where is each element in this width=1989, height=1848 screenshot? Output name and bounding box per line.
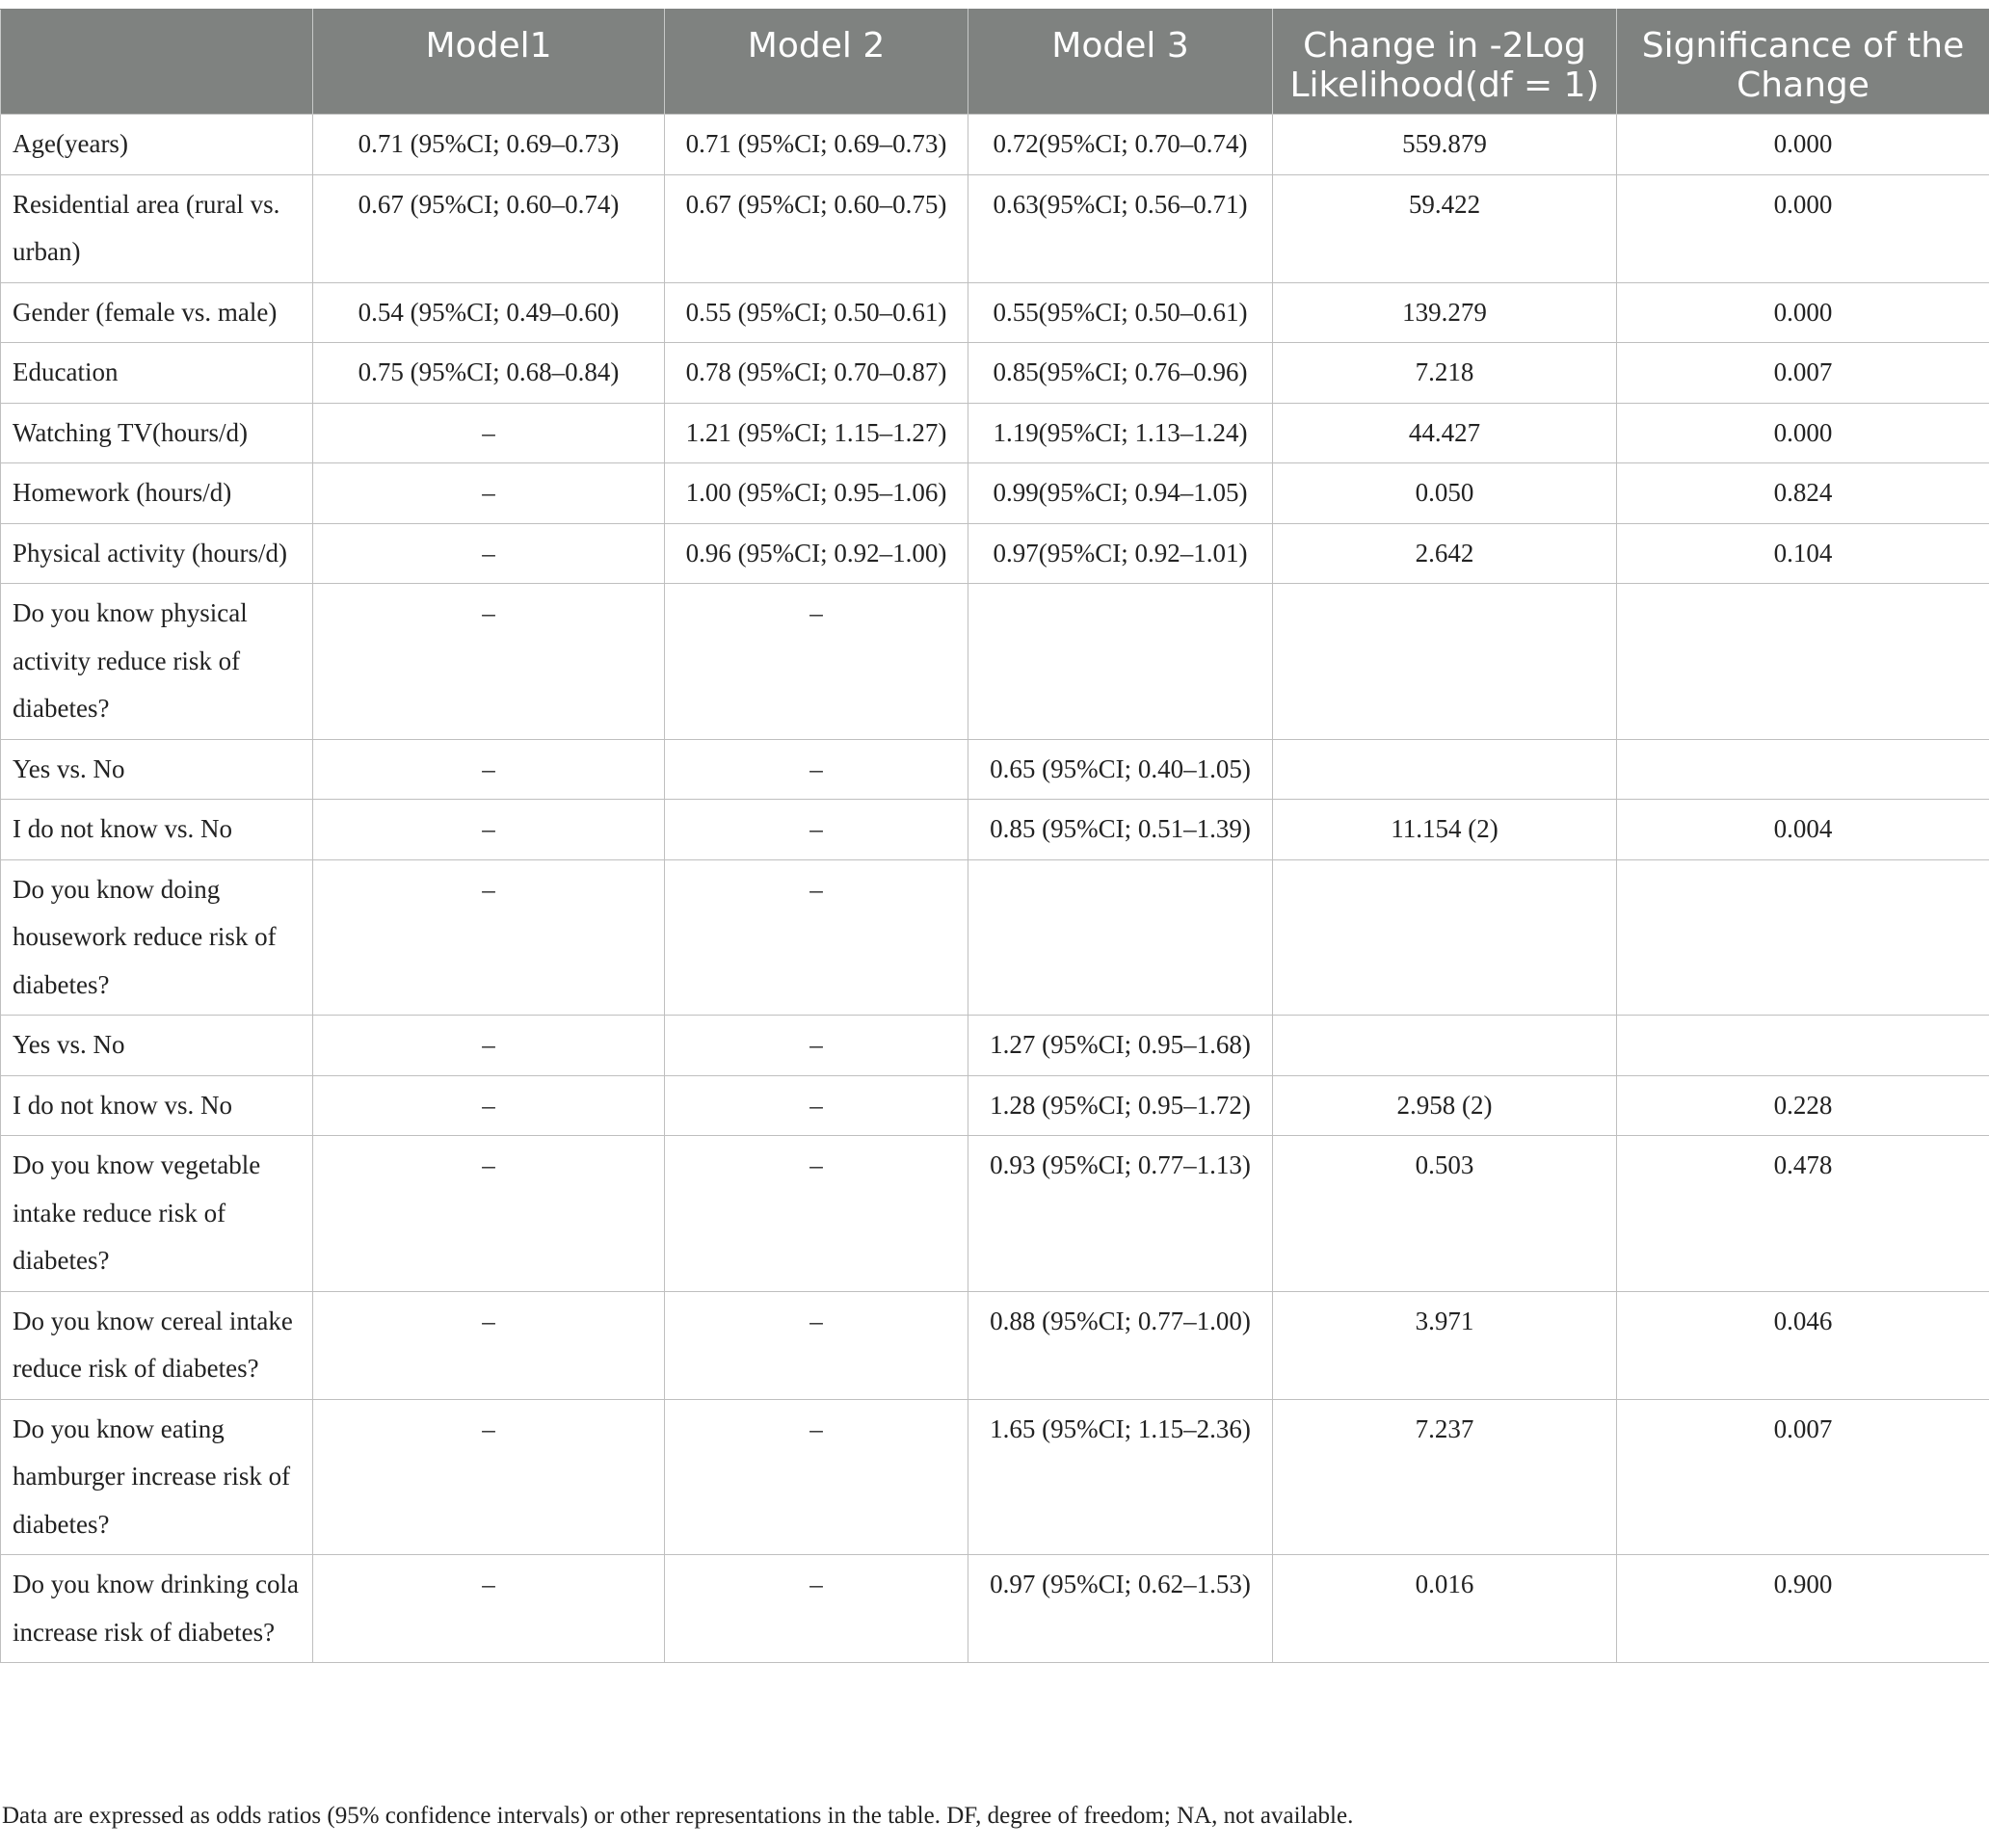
value-cell: 0.004 <box>1617 800 1989 860</box>
value-cell: – <box>313 1399 665 1555</box>
value-cell: 1.19(95%CI; 1.13–1.24) <box>968 403 1273 463</box>
value-cell: 1.21 (95%CI; 1.15–1.27) <box>665 403 968 463</box>
value-cell: 0.000 <box>1617 282 1989 343</box>
value-cell: 0.503 <box>1273 1136 1617 1292</box>
column-header-label: Model 2 <box>747 26 886 66</box>
value-cell: – <box>313 584 665 740</box>
value-cell: 0.75 (95%CI; 0.68–0.84) <box>313 343 665 404</box>
table-footnote: Data are expressed as odds ratios (95% confidence intervals) or other representations in the table. DF, degree of freedom; NA, not available. <box>2 1803 1354 1829</box>
value-cell: – <box>665 1291 968 1399</box>
row-label-cell: Do you know doing housework reduce risk of diabetes? <box>1 859 313 1016</box>
column-header <box>1273 10 1617 115</box>
value-cell: – <box>313 1136 665 1292</box>
column-header-label: Model 3 <box>1051 26 1189 66</box>
column-header <box>665 10 968 115</box>
row-label-cell: Do you know eating hamburger increase risk of diabetes? <box>1 1399 313 1555</box>
table-row <box>1 523 1989 584</box>
value-cell: 0.71 (95%CI; 0.69–0.73) <box>313 115 665 175</box>
table-row <box>1 115 1989 175</box>
value-cell: – <box>313 1291 665 1399</box>
value-cell: 0.65 (95%CI; 0.40–1.05) <box>968 739 1273 800</box>
value-cell: 0.007 <box>1617 343 1989 404</box>
row-label-cell: Do you know cereal intake reduce risk of diabetes? <box>1 1291 313 1399</box>
value-cell: – <box>665 800 968 860</box>
column-header <box>968 10 1273 115</box>
value-cell: – <box>665 584 968 740</box>
value-cell: 0.478 <box>1617 1136 1989 1292</box>
header-row <box>1 10 1989 115</box>
row-label-cell: Do you know physical activity reduce risk of diabetes? <box>1 584 313 740</box>
table-row <box>1 1016 1989 1076</box>
column-header-label: Change in -2Log Likelihood(df = 1) <box>1289 26 1600 105</box>
value-cell: – <box>665 1399 968 1555</box>
value-cell: 0.97(95%CI; 0.92–1.01) <box>968 523 1273 584</box>
row-label-cell: Yes vs. No <box>1 1016 313 1076</box>
row-label-cell: Do you know drinking cola increase risk of diabetes? <box>1 1555 313 1663</box>
value-cell: 0.97 (95%CI; 0.62–1.53) <box>968 1555 1273 1663</box>
value-cell <box>1617 1016 1989 1076</box>
table-row <box>1 859 1989 1016</box>
value-cell: – <box>665 1016 968 1076</box>
value-cell: – <box>313 1075 665 1136</box>
value-cell: 0.050 <box>1273 463 1617 524</box>
value-cell: – <box>313 859 665 1016</box>
value-cell: 3.971 <box>1273 1291 1617 1399</box>
value-cell: 2.642 <box>1273 523 1617 584</box>
value-cell: 0.000 <box>1617 403 1989 463</box>
regression-table-container <box>0 9 1989 1663</box>
table-row <box>1 463 1989 524</box>
value-cell <box>1273 739 1617 800</box>
value-cell <box>1273 859 1617 1016</box>
value-cell: 0.85 (95%CI; 0.51–1.39) <box>968 800 1273 860</box>
value-cell: 2.958 (2) <box>1273 1075 1617 1136</box>
table-row <box>1 282 1989 343</box>
value-cell: 0.72(95%CI; 0.70–0.74) <box>968 115 1273 175</box>
row-label-cell: I do not know vs. No <box>1 800 313 860</box>
row-label-cell: Physical activity (hours/d) <box>1 523 313 584</box>
row-label-cell: Homework (hours/d) <box>1 463 313 524</box>
value-cell <box>1617 859 1989 1016</box>
value-cell: 59.422 <box>1273 174 1617 282</box>
value-cell <box>1273 584 1617 740</box>
value-cell <box>1617 739 1989 800</box>
column-header <box>313 10 665 115</box>
table-row <box>1 403 1989 463</box>
table-row <box>1 739 1989 800</box>
row-label-cell: I do not know vs. No <box>1 1075 313 1136</box>
table-row <box>1 174 1989 282</box>
regression-table <box>0 9 1989 1663</box>
value-cell: 0.104 <box>1617 523 1989 584</box>
value-cell: 1.00 (95%CI; 0.95–1.06) <box>665 463 968 524</box>
value-cell: 0.046 <box>1617 1291 1989 1399</box>
value-cell: 0.93 (95%CI; 0.77–1.13) <box>968 1136 1273 1292</box>
value-cell: 0.63(95%CI; 0.56–0.71) <box>968 174 1273 282</box>
row-label-cell: Gender (female vs. male) <box>1 282 313 343</box>
value-cell: 0.900 <box>1617 1555 1989 1663</box>
value-cell: – <box>313 1555 665 1663</box>
table-row <box>1 1075 1989 1136</box>
value-cell: – <box>665 1555 968 1663</box>
value-cell: 0.67 (95%CI; 0.60–0.75) <box>665 174 968 282</box>
value-cell: 0.228 <box>1617 1075 1989 1136</box>
table-row <box>1 1136 1989 1292</box>
value-cell: 0.78 (95%CI; 0.70–0.87) <box>665 343 968 404</box>
value-cell: 0.67 (95%CI; 0.60–0.74) <box>313 174 665 282</box>
value-cell <box>1273 1016 1617 1076</box>
value-cell: 0.000 <box>1617 115 1989 175</box>
value-cell: 0.007 <box>1617 1399 1989 1555</box>
column-header <box>1 10 313 115</box>
value-cell: – <box>313 463 665 524</box>
value-cell: 0.99(95%CI; 0.94–1.05) <box>968 463 1273 524</box>
value-cell: – <box>665 1136 968 1292</box>
value-cell: 7.237 <box>1273 1399 1617 1555</box>
value-cell: 1.27 (95%CI; 0.95–1.68) <box>968 1016 1273 1076</box>
value-cell: 7.218 <box>1273 343 1617 404</box>
value-cell: 1.65 (95%CI; 1.15–2.36) <box>968 1399 1273 1555</box>
value-cell: 1.28 (95%CI; 0.95–1.72) <box>968 1075 1273 1136</box>
value-cell: – <box>313 1016 665 1076</box>
value-cell: – <box>665 739 968 800</box>
value-cell: – <box>313 403 665 463</box>
column-header <box>1617 10 1989 115</box>
value-cell: 0.55 (95%CI; 0.50–0.61) <box>665 282 968 343</box>
value-cell: 0.54 (95%CI; 0.49–0.60) <box>313 282 665 343</box>
value-cell: 0.85(95%CI; 0.76–0.96) <box>968 343 1273 404</box>
value-cell: – <box>313 800 665 860</box>
column-header-label: Significance of the Change <box>1641 26 1965 105</box>
row-label-cell: Residential area (rural vs. urban) <box>1 174 313 282</box>
row-label-cell: Yes vs. No <box>1 739 313 800</box>
value-cell: – <box>313 523 665 584</box>
table-row <box>1 343 1989 404</box>
value-cell <box>1617 584 1989 740</box>
value-cell: – <box>313 739 665 800</box>
value-cell: – <box>665 859 968 1016</box>
value-cell: 0.88 (95%CI; 0.77–1.00) <box>968 1291 1273 1399</box>
table-row <box>1 1399 1989 1555</box>
value-cell: – <box>665 1075 968 1136</box>
row-label-cell: Do you know vegetable intake reduce risk of diabetes? <box>1 1136 313 1292</box>
value-cell: 0.96 (95%CI; 0.92–1.00) <box>665 523 968 584</box>
table-header <box>1 10 1989 115</box>
value-cell: 559.879 <box>1273 115 1617 175</box>
row-label-cell: Education <box>1 343 313 404</box>
column-header-label <box>9 10 305 26</box>
value-cell <box>968 859 1273 1016</box>
value-cell <box>968 584 1273 740</box>
value-cell: 139.279 <box>1273 282 1617 343</box>
value-cell: 0.000 <box>1617 174 1989 282</box>
row-label-cell: Watching TV(hours/d) <box>1 403 313 463</box>
row-label-cell: Age(years) <box>1 115 313 175</box>
table-row <box>1 800 1989 860</box>
table-row <box>1 1555 1989 1663</box>
value-cell: 0.71 (95%CI; 0.69–0.73) <box>665 115 968 175</box>
value-cell: 0.824 <box>1617 463 1989 524</box>
table-row <box>1 584 1989 740</box>
column-header-label: Model1 <box>425 26 552 66</box>
value-cell: 11.154 (2) <box>1273 800 1617 860</box>
value-cell: 44.427 <box>1273 403 1617 463</box>
table-body <box>1 115 1989 1663</box>
value-cell: 0.016 <box>1273 1555 1617 1663</box>
value-cell: 0.55(95%CI; 0.50–0.61) <box>968 282 1273 343</box>
table-row <box>1 1291 1989 1399</box>
